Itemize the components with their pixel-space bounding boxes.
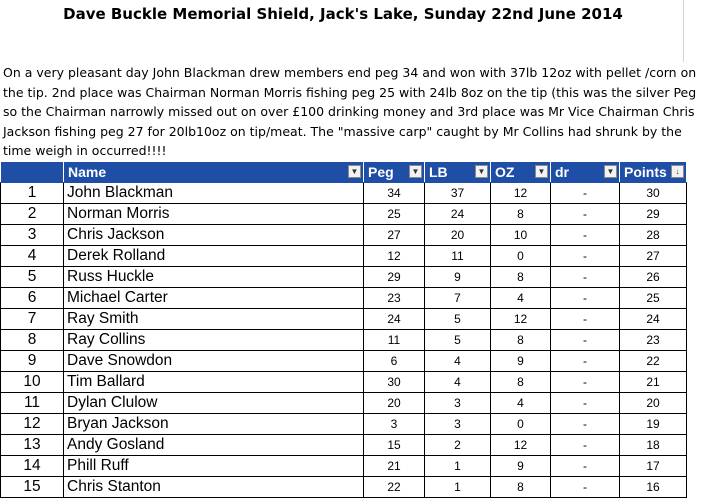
position-cell[interactable]: 2: [1, 204, 64, 225]
points-cell[interactable]: 26: [620, 267, 687, 288]
name-cell[interactable]: Dave Snowdon: [64, 351, 364, 372]
oz-cell[interactable]: 8: [491, 204, 551, 225]
report-line: Jackson fishing peg 27 for 20lb10oz on tip/meat. The "massive carp" caught by Mr Collins had shrunk by the: [3, 123, 682, 139]
dr-cell[interactable]: -: [551, 330, 620, 351]
table-row: [1, 288, 687, 309]
points-cell[interactable]: 23: [620, 330, 687, 351]
table-row: [1, 330, 687, 351]
points-cell[interactable]: 29: [620, 204, 687, 225]
header-dr[interactable]: dr ▼: [551, 162, 620, 183]
position-cell[interactable]: 4: [1, 246, 64, 267]
header-oz[interactable]: OZ ▼: [491, 162, 551, 183]
position-cell[interactable]: 6: [1, 288, 64, 309]
header-peg[interactable]: Peg ▼: [364, 162, 425, 183]
oz-cell[interactable]: 4: [491, 393, 551, 414]
dr-cell[interactable]: -: [551, 309, 620, 330]
dropdown-arrow-icon[interactable]: ▼: [604, 165, 617, 178]
points-cell[interactable]: 18: [620, 435, 687, 456]
lb-cell[interactable]: 3: [425, 414, 491, 435]
peg-cell[interactable]: 6: [364, 351, 425, 372]
report-line: time weigh in occurred!!!!: [3, 143, 167, 159]
oz-cell[interactable]: 12: [491, 183, 551, 204]
oz-cell[interactable]: 0: [491, 246, 551, 267]
points-cell[interactable]: 16: [620, 477, 687, 498]
name-cell[interactable]: Russ Huckle: [64, 267, 364, 288]
table-row: [1, 267, 687, 288]
lb-cell[interactable]: 4: [425, 372, 491, 393]
sheet-title[interactable]: Dave Buckle Memorial Shield, Jack's Lake, Sunday 22nd June 2014: [63, 5, 623, 23]
dropdown-arrow-icon[interactable]: ▼: [475, 165, 488, 178]
report-line: so the Chairman narrowly missed out on over £100 drinking money and 3rd place was Mr Vice Chairman Chris: [3, 104, 695, 120]
header-points[interactable]: Points ↓: [620, 162, 687, 183]
oz-cell[interactable]: 8: [491, 372, 551, 393]
lb-cell[interactable]: 20: [425, 225, 491, 246]
points-cell[interactable]: 21: [620, 372, 687, 393]
lb-cell[interactable]: 7: [425, 288, 491, 309]
name-cell[interactable]: Ray Smith: [64, 309, 364, 330]
peg-cell[interactable]: 21: [364, 456, 425, 477]
header-lb[interactable]: LB ▼: [425, 162, 491, 183]
position-cell[interactable]: 9: [1, 351, 64, 372]
lb-cell[interactable]: 37: [425, 183, 491, 204]
table-row: [1, 456, 687, 477]
header-name[interactable]: Name ▼: [64, 162, 364, 183]
points-cell[interactable]: 27: [620, 246, 687, 267]
peg-cell[interactable]: 12: [364, 246, 425, 267]
name-cell[interactable]: Dylan Clulow: [64, 393, 364, 414]
lb-cell[interactable]: 24: [425, 204, 491, 225]
oz-cell[interactable]: 9: [491, 351, 551, 372]
oz-cell[interactable]: 8: [491, 267, 551, 288]
table-row: [1, 393, 687, 414]
dr-cell[interactable]: -: [551, 246, 620, 267]
table-row: [1, 309, 687, 330]
dr-cell[interactable]: -: [551, 456, 620, 477]
cell-gridline: [683, 0, 684, 62]
lb-cell[interactable]: 9: [425, 267, 491, 288]
table-row: [1, 477, 687, 498]
peg-cell[interactable]: 24: [364, 309, 425, 330]
peg-cell[interactable]: 22: [364, 477, 425, 498]
table-row: [1, 246, 687, 267]
peg-cell[interactable]: 30: [364, 372, 425, 393]
name-cell[interactable]: Phill Ruff: [64, 456, 364, 477]
report-line: the tip. 2nd place was Chairman Norman Morris fishing peg 25 with 24lb 8oz on the tip (this was the silver Peg: [3, 84, 697, 100]
oz-cell[interactable]: 9: [491, 456, 551, 477]
lb-cell[interactable]: 11: [425, 246, 491, 267]
dr-cell[interactable]: -: [551, 183, 620, 204]
dr-cell[interactable]: -: [551, 288, 620, 309]
points-cell[interactable]: 30: [620, 183, 687, 204]
name-cell[interactable]: Norman Morris: [64, 204, 364, 225]
lb-cell[interactable]: 1: [425, 477, 491, 498]
peg-cell[interactable]: 25: [364, 204, 425, 225]
dr-cell[interactable]: -: [551, 393, 620, 414]
lb-cell[interactable]: 2: [425, 435, 491, 456]
peg-cell[interactable]: 27: [364, 225, 425, 246]
position-cell[interactable]: 15: [1, 477, 64, 498]
table-row: [1, 351, 687, 372]
name-cell[interactable]: Andy Gosland: [64, 435, 364, 456]
points-cell[interactable]: 22: [620, 351, 687, 372]
lb-cell[interactable]: 3: [425, 393, 491, 414]
name-cell[interactable]: John Blackman: [64, 183, 364, 204]
peg-cell[interactable]: 23: [364, 288, 425, 309]
lb-cell[interactable]: 1: [425, 456, 491, 477]
position-cell[interactable]: 8: [1, 330, 64, 351]
table-row: [1, 414, 687, 435]
points-cell[interactable]: 20: [620, 393, 687, 414]
dr-cell[interactable]: -: [551, 435, 620, 456]
dr-cell[interactable]: -: [551, 204, 620, 225]
table-row: [1, 183, 687, 204]
oz-cell[interactable]: 4: [491, 288, 551, 309]
points-cell[interactable]: 19: [620, 414, 687, 435]
name-cell[interactable]: Tim Ballard: [64, 372, 364, 393]
points-cell[interactable]: 24: [620, 309, 687, 330]
name-cell[interactable]: Ray Collins: [64, 330, 364, 351]
points-cell[interactable]: 25: [620, 288, 687, 309]
position-cell[interactable]: 13: [1, 435, 64, 456]
oz-cell[interactable]: 0: [491, 414, 551, 435]
position-cell[interactable]: 7: [1, 309, 64, 330]
position-cell[interactable]: 12: [1, 414, 64, 435]
position-cell[interactable]: 1: [1, 183, 64, 204]
peg-cell[interactable]: 3: [364, 414, 425, 435]
points-cell[interactable]: 28: [620, 225, 687, 246]
dropdown-arrow-icon[interactable]: ▼: [348, 165, 361, 178]
oz-cell[interactable]: 12: [491, 309, 551, 330]
position-cell[interactable]: 5: [1, 267, 64, 288]
oz-cell[interactable]: 12: [491, 435, 551, 456]
oz-cell[interactable]: 8: [491, 330, 551, 351]
name-cell[interactable]: Bryan Jackson: [64, 414, 364, 435]
position-cell[interactable]: 3: [1, 225, 64, 246]
position-cell[interactable]: 10: [1, 372, 64, 393]
position-cell[interactable]: 11: [1, 393, 64, 414]
peg-cell[interactable]: 34: [364, 183, 425, 204]
lb-cell[interactable]: 5: [425, 330, 491, 351]
peg-cell[interactable]: 11: [364, 330, 425, 351]
table-row: [1, 225, 687, 246]
dr-cell[interactable]: -: [551, 477, 620, 498]
dr-cell[interactable]: -: [551, 225, 620, 246]
peg-cell[interactable]: 29: [364, 267, 425, 288]
peg-cell[interactable]: 15: [364, 435, 425, 456]
name-cell[interactable]: Michael Carter: [64, 288, 364, 309]
table-row: [1, 435, 687, 456]
oz-cell[interactable]: 8: [491, 477, 551, 498]
results-table: [0, 162, 687, 498]
dr-cell[interactable]: -: [551, 267, 620, 288]
dropdown-arrow-icon[interactable]: ▼: [409, 165, 422, 178]
table-row: [1, 372, 687, 393]
table-header-row: [1, 162, 687, 183]
dr-cell[interactable]: -: [551, 372, 620, 393]
header-position[interactable]: [1, 162, 64, 183]
oz-cell[interactable]: 10: [491, 225, 551, 246]
match-report-text[interactable]: [3, 63, 697, 161]
dr-cell[interactable]: -: [551, 414, 620, 435]
points-cell[interactable]: 17: [620, 456, 687, 477]
peg-cell[interactable]: 20: [364, 393, 425, 414]
table-row: [1, 204, 687, 225]
report-line: On a very pleasant day John Blackman drew members end peg 34 and won with 37lb 12oz with pellet /corn on: [3, 65, 697, 80]
sort-descending-icon[interactable]: ↓: [671, 165, 684, 178]
name-cell[interactable]: Chris Stanton: [64, 477, 364, 498]
name-cell[interactable]: Chris Jackson: [64, 225, 364, 246]
dropdown-arrow-icon[interactable]: ▼: [535, 165, 548, 178]
lb-cell[interactable]: 4: [425, 351, 491, 372]
dr-cell[interactable]: -: [551, 351, 620, 372]
name-cell[interactable]: Derek Rolland: [64, 246, 364, 267]
position-cell[interactable]: 14: [1, 456, 64, 477]
lb-cell[interactable]: 5: [425, 309, 491, 330]
